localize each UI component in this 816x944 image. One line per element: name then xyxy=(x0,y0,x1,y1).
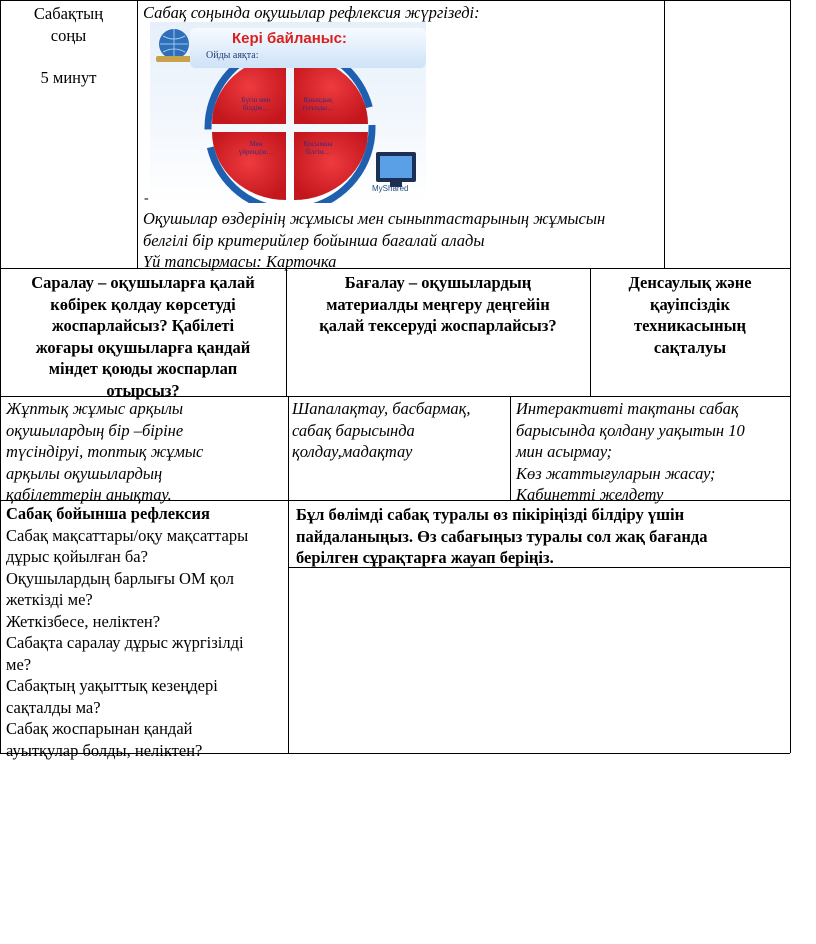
reflection-answer-area[interactable] xyxy=(289,568,789,752)
assessment-content: Шапалақтау, басбармақ, сабақ барысында қолдау,мадақтау xyxy=(292,399,471,461)
feedback-image xyxy=(150,22,426,203)
quadrant-label: Мен үйрендім… xyxy=(238,140,274,156)
feedback-title: Кері байланыс: xyxy=(232,30,347,47)
table-border-top xyxy=(0,0,790,1)
col-divider xyxy=(510,396,511,500)
differentiation-header: Саралау – оқушыларға қалай көбірек қолдау көрсетуді жоспарлайсыз? Қабілеті жоғары оқушыларға қандай міндет қоюды жоспарлап отырсыз? xyxy=(31,273,255,400)
reflection-questions: Сабақ бойынша рефлексия Сабақ мақсаттары/оқу мақсаттары дұрыс қойылған ба? Оқушылардың барлығы ОМ қол жеткізді ме? Жеткізбесе, неліктен? Сабақта саралау дұрыс жүргізілді ме? Сабақтың уақыттық кезеңдері сақталды ма? Сабақ жоспарынан қандай ауытқулар болды, неліктен? xyxy=(6,504,249,760)
monitor-icon xyxy=(376,152,416,187)
assessment-text: Оқушылар өздерінің жұмысы мен сыныптастарының жұмысын белгілі бір критерийлер бойынша бағалай алады Үй тапсырмасы: Карточка xyxy=(143,209,606,271)
health-header: Денсаулық және қауіпсіздік техникасының сақталуы xyxy=(628,273,752,357)
differentiation-content: Жұптық жұмыс арқылы оқушылардың бір –біріне түсіндіруі, топтық жұмыс арқылы оқушылардың қабілеттерін анықтау. xyxy=(6,399,204,504)
dash-mark: - xyxy=(144,191,149,206)
stage-cell xyxy=(0,3,137,89)
assessment-header: Бағалау – оқушылардың материалды меңгеру деңгейін қалай тексеруді жоспарлайсыз? xyxy=(319,273,557,335)
intro-text: Сабақ соңында оқушылар рефлексия жүргізеді: xyxy=(143,3,480,22)
reflection-title: Сабақ бойынша рефлексия xyxy=(6,504,210,523)
feedback-subtitle: Ойды аяқта: xyxy=(206,50,259,61)
table-border-right xyxy=(790,0,791,753)
homework-text: Үй тапсырмасы: Карточка xyxy=(143,252,337,271)
col-divider xyxy=(137,0,138,268)
duration-label: 5 минут xyxy=(40,68,97,87)
quadrant-label: Қосымша білгім… xyxy=(303,140,333,156)
quadrant-label: Қиындық туғызды… xyxy=(302,96,334,112)
col-divider xyxy=(664,0,665,268)
health-content: Интерактивті тақтаны сабақ барысында қолдану уақытын 10 мин асырмау; Көз жаттығуларын жасау; Кабинетті желдету xyxy=(516,399,745,504)
brand-watermark: MyShared xyxy=(372,184,409,193)
stage-label: соңы xyxy=(50,25,87,45)
stage-label: Сабақтың xyxy=(33,4,104,23)
quadrant-label: Бүгін мен білдім… xyxy=(241,96,271,112)
reflection-instruction: Бұл бөлімді сабақ туралы өз пікіріңізді білдіру үшін пайдаланыңыз. Өз сабағыңыз туралы сол жақ бағанда берілген сұрақтарға жауап беріңіз. xyxy=(296,505,708,567)
